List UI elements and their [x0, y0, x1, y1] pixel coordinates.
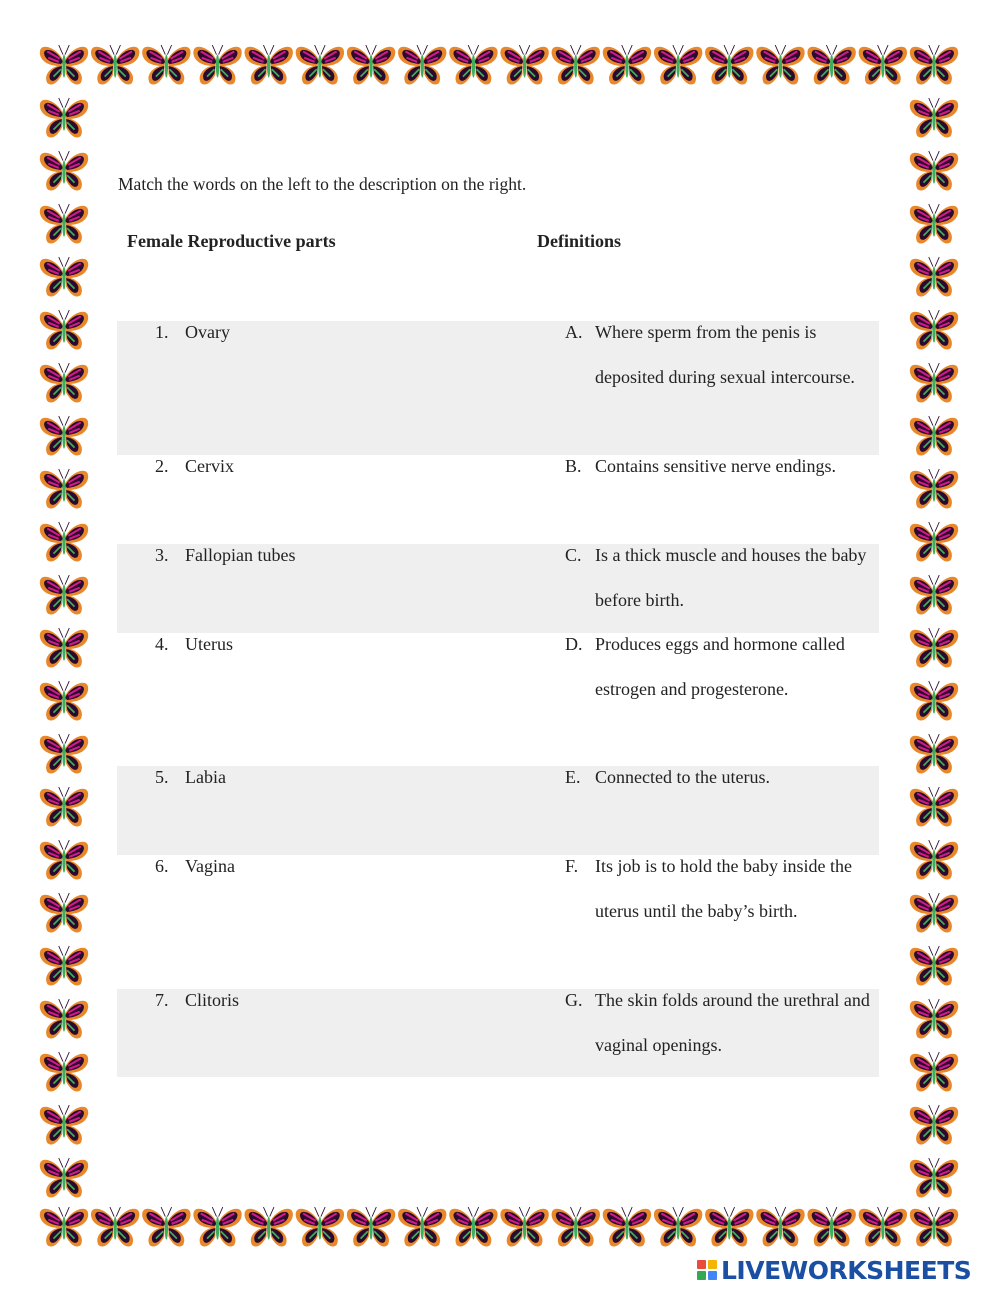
definition-letter: D. [565, 634, 583, 654]
butterfly-icon [756, 45, 804, 84]
butterfly-icon [449, 1207, 497, 1246]
butterfly-icon [398, 1207, 446, 1246]
definition-letter: A. [565, 322, 583, 342]
butterfly-icon [910, 469, 958, 508]
butterfly-icon [40, 469, 88, 508]
definition-text: Its job is to hold the baby inside the uterus until the baby’s birth. [595, 856, 852, 921]
butterfly-icon [500, 45, 548, 84]
butterfly-icon [705, 1207, 753, 1246]
butterfly-icon [40, 522, 88, 561]
butterfly-icon [807, 45, 855, 84]
butterfly-icon [40, 204, 88, 243]
butterfly-icon [910, 257, 958, 296]
part-number: 5. [155, 767, 169, 787]
butterfly-icon [40, 45, 88, 84]
butterfly-icon [449, 45, 497, 84]
definition-text: Contains sensitive nerve endings. [595, 456, 836, 476]
butterfly-icon [40, 734, 88, 773]
butterfly-icon [40, 840, 88, 879]
logo-block-green [697, 1271, 706, 1280]
butterfly-icon [40, 787, 88, 826]
match-row-5 [117, 766, 879, 855]
butterfly-icon [142, 45, 190, 84]
definition-letter: G. [565, 990, 583, 1010]
butterfly-icon [40, 999, 88, 1038]
column-header-definitions: Definitions [537, 231, 622, 251]
butterfly-icon [40, 1052, 88, 1091]
butterfly-icon [859, 1207, 907, 1246]
match-row-2 [117, 455, 879, 544]
butterfly-icon [40, 1207, 88, 1246]
part-name-fallopian-tubes: Fallopian tubes [185, 545, 296, 565]
butterfly-icon [552, 1207, 600, 1246]
butterfly-icon [910, 363, 958, 402]
part-name-clitoris: Clitoris [185, 990, 240, 1010]
part-number: 4. [155, 634, 169, 654]
butterfly-icon [40, 893, 88, 932]
liveworksheets-logo [697, 1255, 971, 1285]
butterfly-icon [40, 257, 88, 296]
butterfly-icon [40, 98, 88, 137]
butterfly-icon [910, 310, 958, 349]
column-header-parts: Female Reproductive parts [127, 231, 336, 251]
definition-letter: E. [565, 767, 581, 787]
butterfly-icon [245, 1207, 293, 1246]
butterfly-icon [910, 1207, 958, 1246]
butterfly-icon [40, 1105, 88, 1144]
butterfly-icon [91, 1207, 139, 1246]
butterfly-icon [245, 45, 293, 84]
butterfly-icon [910, 681, 958, 720]
match-row-6 [117, 855, 879, 989]
definition-text: Where sperm from the penis is deposited during sexual intercourse. [595, 322, 855, 387]
butterfly-icon [910, 628, 958, 667]
butterfly-icon [910, 416, 958, 455]
butterfly-icon [654, 45, 702, 84]
part-number: 3. [155, 545, 169, 565]
butterfly-icon [296, 1207, 344, 1246]
butterfly-icon [398, 45, 446, 84]
match-row-3 [117, 544, 879, 633]
match-row-4 [117, 633, 879, 766]
butterfly-icon [807, 1207, 855, 1246]
butterfly-icon [40, 151, 88, 190]
match-row-1 [117, 321, 879, 455]
butterfly-icon [296, 45, 344, 84]
butterfly-icon [910, 98, 958, 137]
butterfly-icon [910, 151, 958, 190]
butterfly-icon [91, 45, 139, 84]
butterfly-icon [347, 1207, 395, 1246]
logo-block-red [697, 1260, 706, 1269]
butterfly-icon [500, 1207, 548, 1246]
butterfly-icon [910, 204, 958, 243]
butterfly-icon [756, 1207, 804, 1246]
butterfly-icon [910, 522, 958, 561]
butterfly-icon [193, 45, 241, 84]
butterfly-icon [910, 45, 958, 84]
butterfly-icon [910, 734, 958, 773]
butterfly-icon [40, 363, 88, 402]
definition-text: Is a thick muscle and houses the baby before birth. [595, 545, 867, 610]
butterfly-icon [40, 946, 88, 985]
instructions-text: Match the words on the left to the description on the right. [118, 174, 527, 194]
butterfly-icon [859, 45, 907, 84]
part-name-vagina: Vagina [185, 856, 235, 876]
butterfly-icon [142, 1207, 190, 1246]
butterfly-icon [910, 946, 958, 985]
butterfly-icon [910, 893, 958, 932]
butterfly-icon [910, 1158, 958, 1197]
definition-text: Connected to the uterus. [595, 767, 770, 787]
definition-letter: B. [565, 456, 582, 476]
part-number: 7. [155, 990, 169, 1010]
logo-block-yellow [708, 1260, 717, 1269]
part-name-labia: Labia [185, 767, 226, 787]
part-name-uterus: Uterus [185, 634, 233, 654]
butterfly-icon [347, 45, 395, 84]
butterfly-icon [603, 1207, 651, 1246]
logo-text: LIVEWORKSHEETS [721, 1255, 972, 1285]
butterfly-icon [603, 45, 651, 84]
butterfly-icon [552, 45, 600, 84]
butterfly-icon [910, 1052, 958, 1091]
butterfly-icon [40, 628, 88, 667]
definition-text: Produces eggs and hormone called estrogen and progesterone. [595, 634, 845, 699]
part-name-ovary: Ovary [185, 322, 230, 342]
logo-blocks-icon [697, 1260, 717, 1280]
part-number: 1. [155, 322, 169, 342]
definition-letter: C. [565, 545, 582, 565]
butterfly-icon [40, 1158, 88, 1197]
butterfly-icon [40, 575, 88, 614]
logo-block-blue [708, 1271, 717, 1280]
part-number: 2. [155, 456, 169, 476]
butterfly-icon [910, 787, 958, 826]
definition-letter: F. [565, 856, 579, 876]
butterfly-icon [705, 45, 753, 84]
butterfly-icon [40, 681, 88, 720]
butterfly-icon [654, 1207, 702, 1246]
butterfly-icon [910, 840, 958, 879]
butterfly-icon [910, 999, 958, 1038]
butterfly-icon [193, 1207, 241, 1246]
butterfly-icon [40, 310, 88, 349]
definition-text: The skin folds around the urethral and vaginal openings. [595, 990, 870, 1055]
match-row-7 [117, 989, 879, 1077]
part-number: 6. [155, 856, 169, 876]
butterfly-icon [910, 575, 958, 614]
butterfly-icon [910, 1105, 958, 1144]
part-name-cervix: Cervix [185, 456, 234, 476]
butterfly-icon [40, 416, 88, 455]
